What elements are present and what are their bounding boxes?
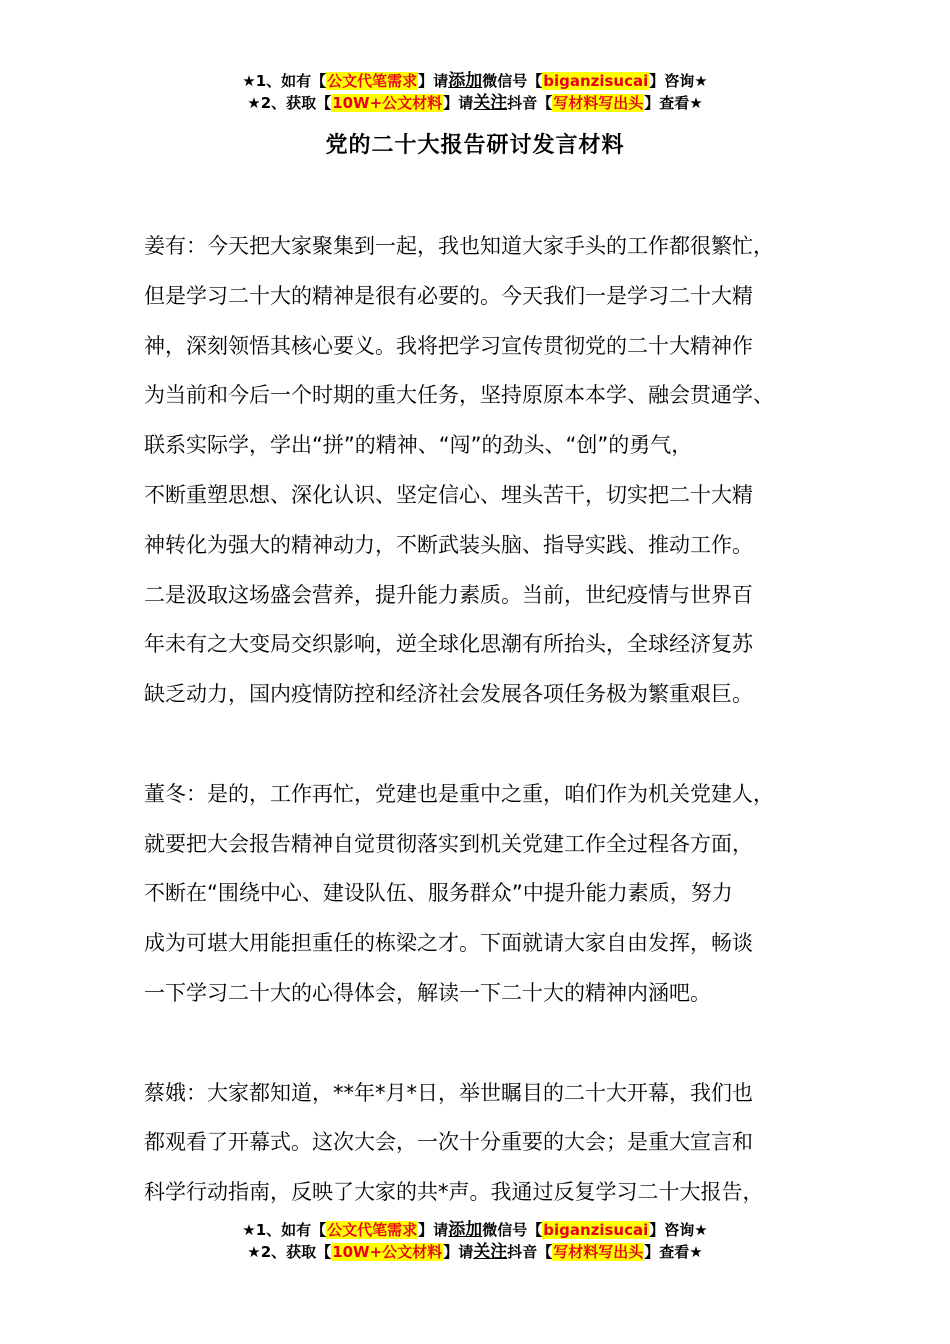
- text-line: 都观看了开幕式。这次大会，一次十分重要的大会；是重大宣言和: [144, 1130, 753, 1155]
- banner-highlight-service: 公文代笔需求: [327, 1221, 418, 1239]
- text-line: 成为可堪大用能担重任的栋梁之才。下面就请大家自由发挥，畅谈: [144, 931, 753, 956]
- banner-highlight-service: 公文代笔需求: [327, 72, 418, 90]
- banner-line-1-post: 】咨询★: [649, 1221, 708, 1239]
- banner-highlight-wechat-id: biganzisucai: [543, 72, 649, 90]
- banner-line-1: [0, 70, 950, 92]
- document-title: 党的二十大报告研讨发言材料: [325, 133, 625, 158]
- banner-line-2-mid2: 抖音【: [507, 94, 553, 112]
- banner-line-1-mid2: 微信号【: [482, 1221, 543, 1239]
- banner-emphasis-follow: 关注: [473, 93, 508, 113]
- banner-line-2-pre: ★2、获取【: [247, 1243, 332, 1261]
- text-line: 姜有：今天把大家聚集到一起，我也知道大家手头的工作都很繁忙，: [144, 234, 774, 258]
- text-line: 二是汲取这场盛会营养，提升能力素质。当前，世纪疫情与世界百: [144, 582, 753, 607]
- banner-emphasis-add: 添加: [448, 1220, 483, 1240]
- text-line: 不断在“围绕中心、建设队伍、服务群众”中提升能力素质，努力: [144, 881, 733, 906]
- banner-highlight-wechat-id: biganzisucai: [543, 1221, 649, 1239]
- banner-line-2-post: 】查看★: [644, 1243, 703, 1261]
- banner-line-1-pre: ★1、如有【: [242, 72, 327, 90]
- banner-emphasis-follow: 关注: [473, 1242, 508, 1262]
- document-body: [144, 222, 830, 1268]
- text-line: 为当前和今后一个时期的重大任务，坚持原原本本学、融会贯通学、: [144, 383, 774, 408]
- text-line: 缺乏动力，国内疫情防控和经济社会发展各项任务极为繁重艰巨。: [144, 682, 753, 707]
- text-line: 蔡娥：大家都知道，**年*月*日，举世瞩目的二十大开幕，我们也: [144, 1080, 753, 1105]
- banner-line-2: [0, 1241, 950, 1263]
- banner-line-2-mid1: 】请: [443, 1243, 474, 1261]
- banner-highlight-materials: 10W+公文材料: [332, 1243, 443, 1261]
- banner-line-1-mid1: 】请: [418, 1221, 449, 1239]
- paragraph-dong-dong: [144, 770, 830, 1019]
- text-line: 年未有之大变局交织影响，逆全球化思潮有所抬头，全球经济复苏: [144, 632, 753, 657]
- banner-line-2-mid1: 】请: [443, 94, 474, 112]
- banner-line-1-pre: ★1、如有【: [242, 1221, 327, 1239]
- banner-line-1-mid2: 微信号【: [482, 72, 543, 90]
- banner-line-2-mid2: 抖音【: [507, 1243, 553, 1261]
- text-line: 就要把大会报告精神自觉贯彻落实到机关党建工作全过程各方面，: [144, 831, 753, 856]
- text-line: 神，深刻领悟其核心要义。我将把学习宣传贯彻党的二十大精神作: [144, 333, 753, 358]
- banner-highlight-douyin-account: 写材料写出头: [553, 1243, 644, 1261]
- banner-line-1: [0, 1219, 950, 1241]
- banner-line-2-post: 】查看★: [644, 94, 703, 112]
- banner-line-2-pre: ★2、获取【: [247, 94, 332, 112]
- banner-line-1-mid1: 】请: [418, 72, 449, 90]
- header-banner: [0, 70, 950, 114]
- banner-emphasis-add: 添加: [448, 71, 483, 91]
- paragraph-jiang-you: [144, 222, 830, 720]
- banner-highlight-douyin-account: 写材料写出头: [553, 94, 644, 112]
- text-line: 但是学习二十大的精神是很有必要的。今天我们一是学习二十大精: [144, 283, 753, 308]
- text-line: 不断重塑思想、深化认识、坚定信心、埋头苦干，切实把二十大精: [144, 482, 753, 507]
- banner-highlight-materials: 10W+公文材料: [332, 94, 443, 112]
- text-line: 一下学习二十大的心得体会，解读一下二十大的精神内涵吧。: [144, 980, 711, 1005]
- paragraph-cai-e: [144, 1069, 830, 1218]
- text-line: 董冬：是的，工作再忙，党建也是重中之重，咱们作为机关党建人，: [144, 781, 774, 806]
- footer-banner: [0, 1219, 950, 1263]
- banner-line-1-post: 】咨询★: [649, 72, 708, 90]
- banner-line-2: [0, 92, 950, 114]
- text-line: 神转化为强大的精神动力，不断武装头脑、指导实践、推动工作。: [144, 532, 753, 557]
- text-line: 科学行动指南，反映了大家的共*声。我通过反复学习二十大报告，: [144, 1180, 764, 1205]
- text-line: 联系实际学，学出“拼”的精神、“闯”的劲头、“创”的勇气，: [144, 433, 693, 458]
